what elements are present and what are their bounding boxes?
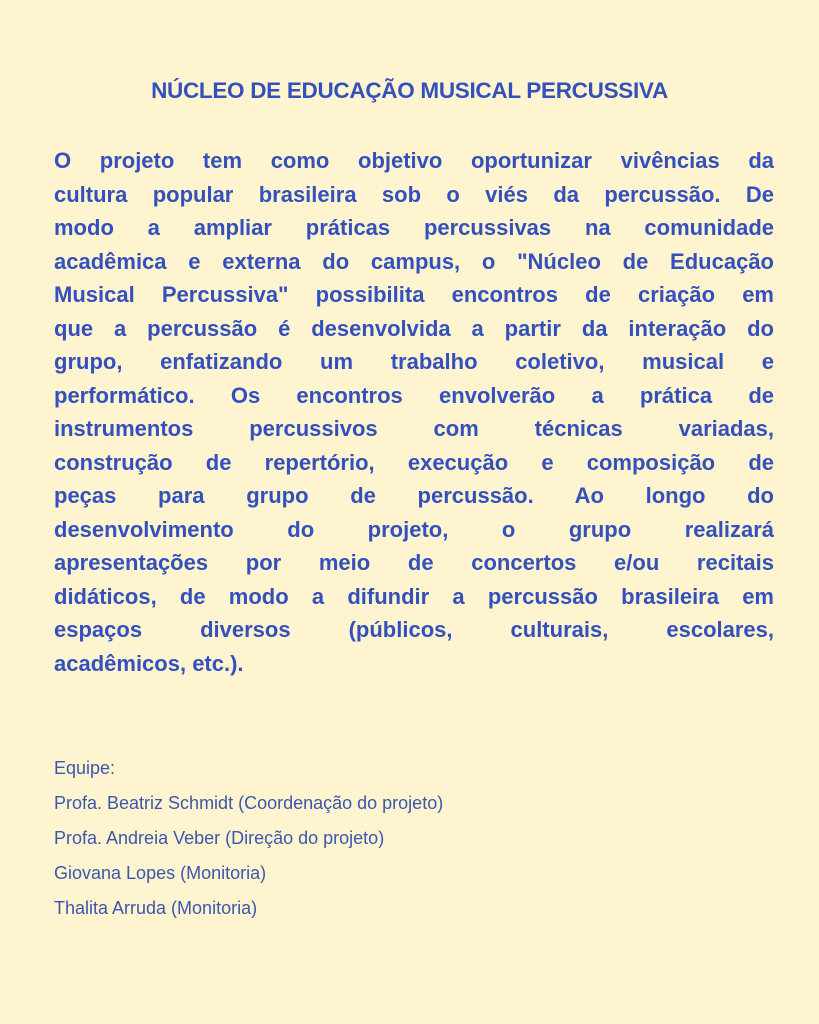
description-line: O projeto tem como objetivo oportunizar vivências da (54, 148, 774, 173)
description-line: desenvolvimento do projeto, o grupo realizará (54, 516, 774, 542)
project-description (54, 144, 774, 680)
team-heading: Equipe: (54, 758, 116, 778)
description-line: cultura popular brasileira sob o viés da percussão. De (54, 181, 774, 207)
description-line: que a percussão é desenvolvida a partir da interação do (54, 315, 774, 341)
page-title: NÚCLEO DE EDUCAÇÃO MUSICAL PERCUSSIVA (151, 78, 668, 103)
description-line: acadêmicos, etc.). (54, 650, 244, 676)
team-list (54, 754, 443, 929)
description-line: performático. Os encontros envolverão a prática de (54, 382, 774, 408)
team-member: Profa. Andreia Veber (Direção do projeto) (54, 828, 385, 848)
description-line: peças para grupo de percussão. Ao longo do (54, 483, 774, 508)
description-line: didáticos, de modo a difundir a percussão brasileira em (54, 583, 774, 609)
description-line: espaços diversos (públicos, culturais, escolares, (54, 617, 774, 642)
description-line: construção de repertório, execução e composição de (54, 449, 774, 475)
description-line: Musical Percussiva" possibilita encontros de criação em (54, 282, 774, 307)
description-line: grupo, enfatizando um trabalho coletivo, musical e (54, 349, 774, 374)
team-member: Profa. Beatriz Schmidt (Coordenação do projeto) (54, 793, 444, 813)
description-line: apresentações por meio de concertos e/ou recitais (54, 550, 774, 575)
description-line: modo a ampliar práticas percussivas na comunidade (54, 215, 774, 240)
team-member: Giovana Lopes (Monitoria) (54, 863, 267, 883)
team-member: Thalita Arruda (Monitoria) (54, 898, 258, 918)
description-line: instrumentos percussivos com técnicas variadas, (54, 416, 774, 441)
description-line: acadêmica e externa do campus, o "Núcleo de Educação (54, 248, 774, 274)
